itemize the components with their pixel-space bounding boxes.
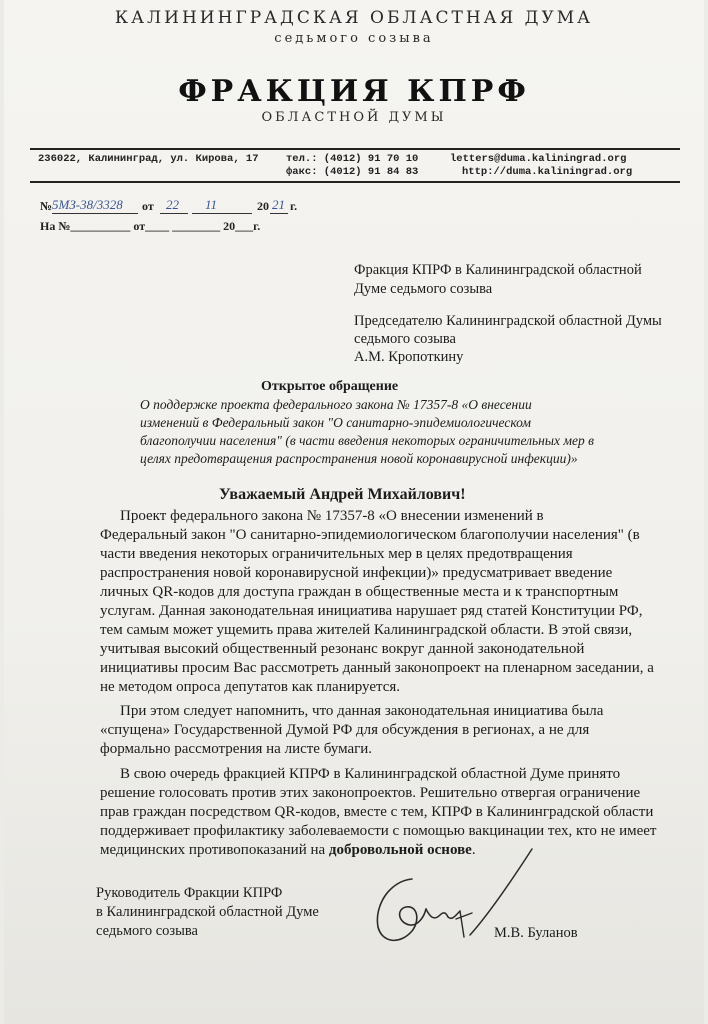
reg-no-value: 5МЗ-38/3328: [52, 197, 123, 212]
subject-line-4: целях предотвращения распространения новой коронавирусной инфекции)»: [140, 451, 578, 466]
recipient-line-2: седьмого созыва: [354, 331, 456, 347]
body-line: тем самым может ущемить права жителей Калининградской области. В этой связи,: [100, 622, 633, 638]
reg-year-prefix: 20: [257, 199, 269, 213]
org-name: КАЛИНИНГРАДСКАЯ ОБЛАСТНАЯ ДУМА: [114, 8, 594, 28]
body-line: При этом следует напомнить, что данная законодательная инициатива была: [120, 703, 604, 719]
body-line: инициативы просим Вас рассмотреть данный законопроект на пленарном заседании, а: [100, 660, 654, 676]
subject-line-2: изменений в Федеральный закон "О санитарно-эпидемиологическом: [140, 415, 532, 430]
header-rule-bottom: [30, 181, 680, 183]
faction-subtitle: ОБЛАСТНОЙ ДУМЫ: [261, 110, 447, 125]
contact-fax: факс: (4012) 91 84 83: [286, 166, 419, 178]
reg-month: 11: [205, 197, 218, 212]
body-line: учитывая высокий общественный резонанс вокруг данной законодательной: [100, 641, 585, 657]
org-convocation: седьмого созыва: [274, 31, 434, 46]
body-line: распространения новой коронавирусной инфекции)» предусматривает введение: [100, 565, 613, 581]
signatory-title-2: в Калининградской областной Думе: [96, 904, 319, 920]
reply-reference-line: На №__________ от____ ________ 20___г.: [40, 219, 261, 233]
body-line: поддерживает профилактику заболеваемости с помощью вакцинации тех, кто не имеет: [100, 823, 657, 839]
contact-address: 236022, Калининград, ул. Кирова, 17: [38, 153, 259, 165]
body-last-end: .: [471, 842, 476, 858]
greeting: Уважаемый Андрей Михайлович!: [219, 486, 466, 503]
contact-website: http://duma.kaliningrad.org: [462, 166, 633, 178]
subject-line-1: О поддержке проекта федерального закона № 17357-8 «О внесении: [140, 397, 532, 412]
sender-line-1: Фракция КПРФ в Калининградской областной: [354, 262, 642, 278]
body-line: «спущена» Государственной Думой РФ для обсуждения в регионах, а не для: [100, 722, 590, 738]
reg-year-g: г.: [290, 199, 298, 213]
header-rule-top: [30, 148, 680, 150]
recipient-line-1: Председателю Калининградской областной Думы: [354, 313, 662, 329]
reg-month-underline: [192, 213, 252, 214]
body-line: решение голосовать против этих законопроектов. Решительно отвергая ограничение: [100, 785, 641, 801]
body-line: не методом опроса депутатов как планируется.: [100, 679, 401, 695]
body-line: прав граждан посредством QR-кодов, вместе с тем, КПРФ в Калининградской области: [100, 804, 654, 820]
body-line: Проект федерального закона № 17357-8 «О внесении изменений в: [120, 508, 544, 524]
body-line: формально рассмотрения на листе бумаги.: [100, 741, 373, 757]
document-heading: Открытое обращение: [261, 379, 399, 394]
body-line: В свою очередь фракцией КПРФ в Калининградской областной Думе принято: [120, 766, 621, 782]
reg-year-suffix: 21: [272, 197, 285, 212]
recipient-name: А.М. Кропоткину: [354, 349, 464, 365]
faction-title: ФРАКЦИЯ КПРФ: [178, 74, 530, 109]
handwritten-signature: [360, 845, 540, 965]
reg-year-underline: [270, 213, 288, 214]
reg-day-underline: [160, 213, 188, 214]
signatory-title-1: Руководитель Фракции КПРФ: [96, 885, 283, 901]
contact-email: letters@duma.kaliningrad.org: [450, 153, 627, 165]
body-last-plain: медицинских противопоказаний на: [100, 842, 329, 858]
body-last-bold: добровольной основе: [328, 842, 472, 858]
reg-no-underline: [52, 213, 138, 214]
reg-day: 22: [166, 197, 179, 212]
sender-line-2: Думе седьмого созыва: [354, 281, 493, 297]
signatory-name: М.В. Буланов: [494, 925, 578, 941]
body-line: Федеральный закон "О санитарно-эпидемиологическом благополучии населения" (в: [100, 527, 640, 543]
reg-no-label: №: [40, 199, 53, 213]
body-line: личных QR-кодов для доступа граждан в общественные места и к транспортным: [100, 584, 619, 600]
subject-line-3: благополучии населения" (в части введения некоторых ограничительных мер в: [140, 433, 594, 448]
body-line: части введения некоторых ограничительных мер в целях предотвращения: [100, 546, 573, 562]
reg-from-label: от: [142, 199, 154, 213]
signatory-title-3: седьмого созыва: [96, 923, 198, 939]
body-line: услугам. Данная законодательная инициатива нарушает ряд статей Конституции РФ,: [100, 603, 643, 619]
contact-phone: тел.: (4012) 91 70 10: [286, 153, 419, 165]
